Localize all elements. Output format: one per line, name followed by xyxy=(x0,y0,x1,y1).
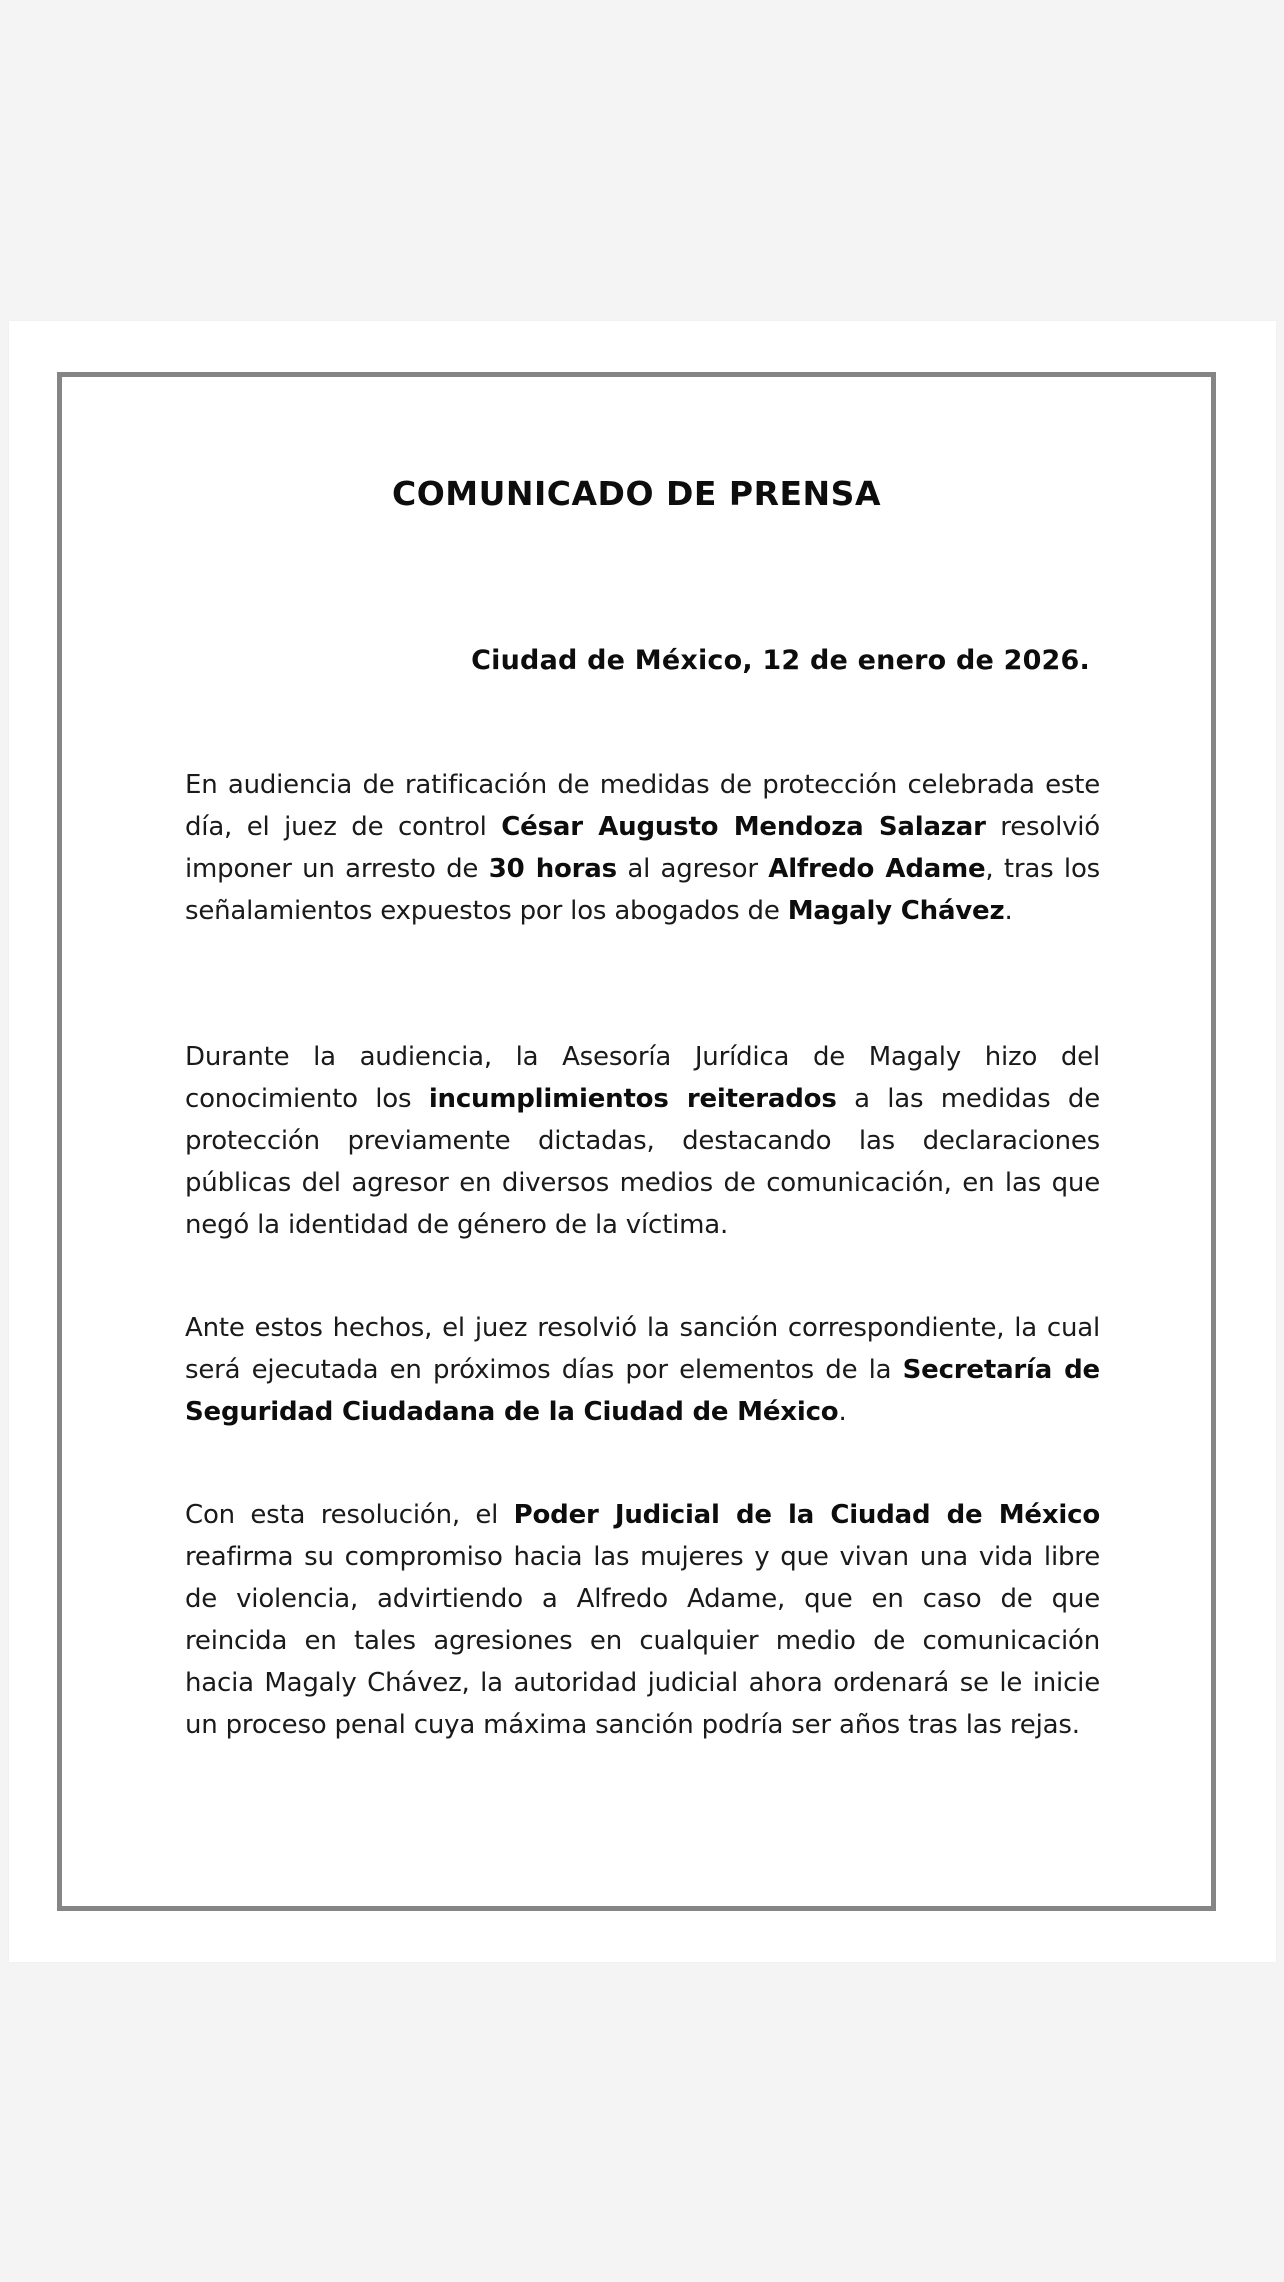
judge-name: César Augusto Mendoza Salazar xyxy=(501,812,986,842)
text-segment: , tras los señalamientos expuestos por los abogados de xyxy=(185,854,1100,926)
arrest-duration: 30 horas xyxy=(488,854,617,884)
text-segment: En audiencia de ratificación de medidas de protección celebrada este día, el juez de control xyxy=(185,770,1100,842)
bold-phrase: incumplimientos reiterados xyxy=(428,1084,837,1114)
document-title: COMUNICADO DE PRENSA xyxy=(392,474,881,513)
text-segment: a las medidas de protección previamente dictadas, destacando las declaraciones públicas del agresor en diversos medios de comunicación, en las que negó la identidad de género de la víctima. xyxy=(185,1084,1100,1240)
text-segment: Ante estos hechos, el juez resolvió la sanción correspondiente, la cual será ejecutada en próximos días por elementos de la xyxy=(185,1313,1100,1385)
paragraph-3 xyxy=(185,1307,1100,1433)
text-segment: Con esta resolución, el xyxy=(185,1500,514,1530)
paragraph-1 xyxy=(185,764,1100,932)
victim-name: Magaly Chávez xyxy=(787,896,1005,926)
paragraph-4 xyxy=(185,1494,1100,1746)
document-frame xyxy=(57,372,1216,1911)
text-segment: . xyxy=(1004,896,1013,926)
document-page xyxy=(9,321,1276,1962)
paragraph-2 xyxy=(185,1036,1100,1246)
dateline: Ciudad de México, 12 de enero de 2026. xyxy=(471,645,1090,676)
text-segment: resolvió imponer un arresto de xyxy=(185,812,1101,884)
aggressor-name: Alfredo Adame xyxy=(768,854,986,884)
text-segment: reafirma su compromiso hacia las mujeres y que vivan una vida libre de violencia, advirtiendo a Alfredo Adame, que en caso de que reincida en tales agresiones en cualquier medio de comunicación hacia Magaly Chávez, la autoridad judicial ahora ordenará se le inicie un proceso penal cuya máxima sanción podría ser años tras las rejas. xyxy=(185,1542,1100,1740)
institution-name: Poder Judicial de la Ciudad de México xyxy=(513,1500,1100,1530)
text-segment: . xyxy=(838,1397,847,1427)
text-segment: al agresor xyxy=(616,854,769,884)
institution-name: Secretaría de Seguridad Ciudadana de la Ciudad de México xyxy=(185,1355,1100,1427)
text-segment: Durante la audiencia, la Asesoría Jurídica de Magaly hizo del conocimiento los xyxy=(185,1042,1100,1114)
